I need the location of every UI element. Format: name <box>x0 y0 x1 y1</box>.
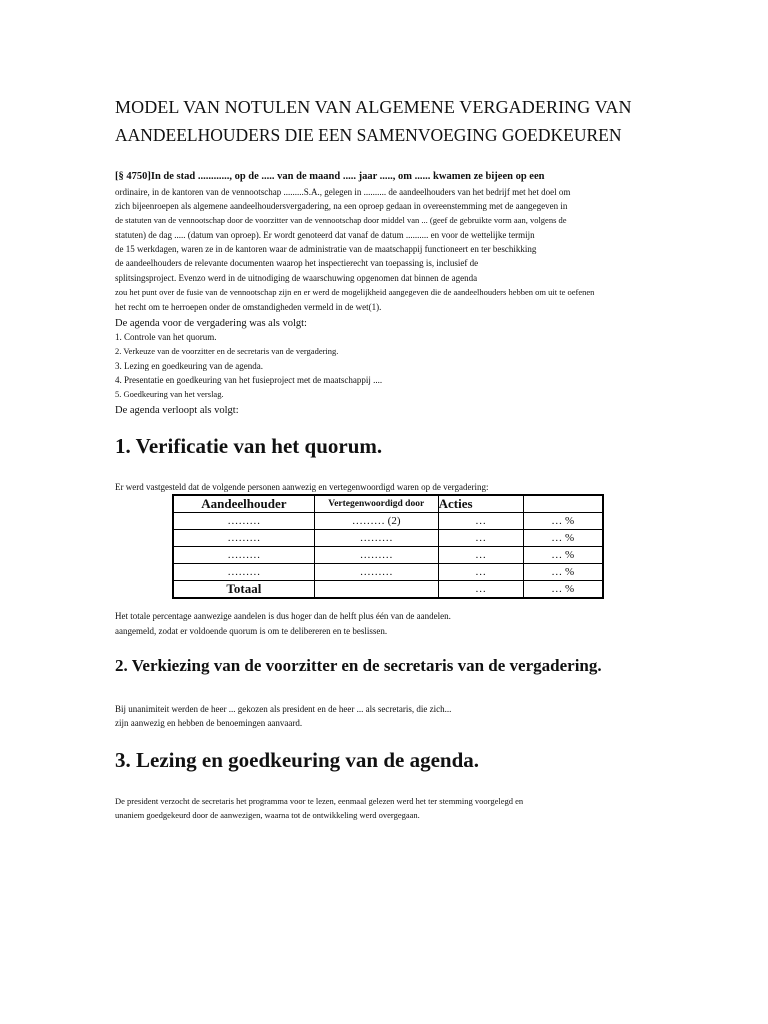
column-header: Vertegenwoordigd door <box>314 495 438 513</box>
table-cell: … % <box>523 547 603 564</box>
agenda-text: De president verzocht de secretaris het programma voor te lezen, eenmaal gelezen werd het ter stemming voorgelegd en <box>115 796 524 806</box>
agenda-outro: De agenda verloopt als volgt: <box>115 405 239 416</box>
document-title-line1: MODEL VAN NOTULEN VAN ALGEMENE VERGADERING VAN <box>115 97 632 117</box>
table-cell: ……… <box>314 564 438 581</box>
election-text: Bij unanimiteit werden de heer ... gekozen als president en de heer ... als secretaris, die zich... <box>115 704 452 714</box>
intro-line: de 15 werkdagen, waren ze in de kantoren waar de administratie van de maatschappij functioneert en ter beschikking <box>115 244 537 254</box>
agenda-text: unaniem goedgekeurd door de aanwezigen, waarna tot de ontwikkeling werd overgegaan. <box>115 810 420 820</box>
section-heading-agenda: 3. Lezing en goedkeuring van de agenda. <box>115 748 480 772</box>
table-row <box>173 513 603 530</box>
table-cell: … <box>438 513 523 530</box>
table-row <box>173 564 603 581</box>
intro-line: splitsingsproject. Evenzo werd in de uitnodiging de waarschuwing opgenomen dat binnen de agenda <box>115 273 478 283</box>
table-cell: ……… <box>314 530 438 547</box>
table-row <box>173 547 603 564</box>
table-cell: … <box>438 530 523 547</box>
election-text: zijn aanwezig en hebben de benoemingen aanvaard. <box>115 718 303 728</box>
table-cell <box>314 581 438 599</box>
table-cell: … % <box>523 581 603 599</box>
intro-line: de statuten van de vennootschap door de voorzitter van de vennootschap door middel van ... (geef de gebruikte vorm aan, volgens de <box>115 215 567 225</box>
intro-line: ordinaire, in de kantoren van de vennootschap .........S.A., gelegen in .......... de aandeelhouders van het bedrijf met het doel om <box>115 187 571 197</box>
quorum-lead: Er werd vastgesteld dat de volgende personen aanwezig en vertegenwoordigd waren op de vergadering: <box>115 482 489 492</box>
agenda-item: 3. Lezing en goedkeuring van de agenda. <box>115 361 263 371</box>
intro-line: zou het punt over de fusie van de vennootschap zijn en er werd de mogelijkheid aangegeven die de aandeelhouders hebben om uit te oefenen <box>115 287 595 297</box>
table-cell: ……… <box>314 547 438 564</box>
agenda-item: 2. Verkeuze van de voorzitter en de secretaris van de vergadering. <box>115 346 339 356</box>
agenda-item: 5. Goedkeuring van het verslag. <box>115 389 224 399</box>
table-cell: Totaal <box>173 581 314 599</box>
column-header <box>523 495 603 513</box>
table-row <box>173 530 603 547</box>
table-cell: ……… (2) <box>314 513 438 530</box>
section-heading-quorum: 1. Verificatie van het quorum. <box>115 434 383 458</box>
agenda-intro: De agenda voor de vergadering was als volgt: <box>115 318 307 329</box>
quorum-conclusion: aangemeld, zodat er voldoende quorum is om te delibereren en te beslissen. <box>115 626 388 636</box>
table-cell: ……… <box>173 547 314 564</box>
table-cell: … % <box>523 564 603 581</box>
table-cell: ……… <box>173 513 314 530</box>
table-cell: … <box>438 564 523 581</box>
intro-line: statuten) de dag ..... (datum van oproep). Er wordt genoteerd dat vanaf de datum .......... en voor de wettelijke termijn <box>115 230 535 240</box>
column-header: Aandeelhouder <box>173 495 314 513</box>
table-header-row <box>173 495 603 513</box>
quorum-conclusion: Het totale percentage aanwezige aandelen is dus hoger dan de helft plus één van de aandelen. <box>115 611 451 621</box>
table-cell: … <box>438 547 523 564</box>
table-cell: ……… <box>173 530 314 547</box>
intro-line: zich bijeenroepen als algemene aandeelhoudersvergadering, na een oproep gedaan in overeenstemming met de aangegeven in <box>115 201 568 211</box>
agenda-item: 4. Presentatie en goedkeuring van het fusieproject met de maatschappij .... <box>115 375 383 385</box>
intro-line: het recht om te herroepen onder de omstandigheden vermeld in de wet(1). <box>115 302 382 312</box>
agenda-item: 1. Controle van het quorum. <box>115 332 217 342</box>
intro-line: de aandeelhouders de relevante documenten waarop het inspectierecht van toepassing is, inclusief de <box>115 258 479 268</box>
document-title-line2: AANDEELHOUDERS DIE EEN SAMENVOEGING GOEDKEUREN <box>115 125 622 145</box>
intro-line: [§ 4750]In de stad ............, op de ..... van de maand ..... jaar ....., om ...... kwamen ze bijeen op een <box>115 171 545 182</box>
table-cell: … % <box>523 530 603 547</box>
table-total-row <box>173 581 603 599</box>
table-cell: … % <box>523 513 603 530</box>
section-heading-election: 2. Verkiezing van de voorzitter en de secretaris van de vergadering. <box>115 656 602 675</box>
table-cell: … <box>438 581 523 599</box>
column-header: Acties <box>438 495 523 513</box>
shareholder-table <box>172 494 604 599</box>
table-cell: ……… <box>173 564 314 581</box>
